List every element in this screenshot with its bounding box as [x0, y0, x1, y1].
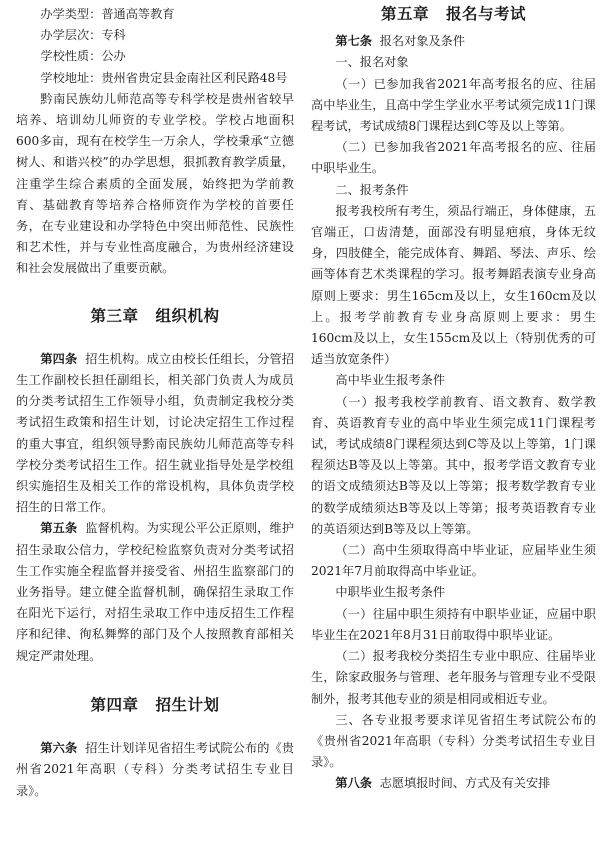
- section-1-heading: 一、报名对象: [335, 55, 409, 70]
- right-column: [311, 4, 596, 795]
- section-3-paragraph: 三、各专业报考要求详见省招生考试院公布的《贵州省2021年高职（专科）分类考试招生专业目录》。: [311, 712, 596, 770]
- info-school-address: 学校地址：贵州省贵定县金南社区利民路48号: [40, 70, 288, 85]
- paragraph-vocational-majors: （二）报考我校分类招生专业中职应、往届毕业生，除家政服务与管理、老年服务与管理专业不受限制外，报考其他专业的须是相同或相近专业。: [311, 649, 596, 706]
- subheading-vocational-conditions: 中职毕业生报考条件: [335, 585, 446, 600]
- article-7-paragraph: [311, 31, 596, 52]
- paragraph-high-school-diploma: （二）高中生须取得高中毕业证，应届毕业生须2021年7月前取得高中毕业证。: [311, 543, 596, 579]
- chapter-4-title: 招生计划: [155, 695, 220, 714]
- article-8-paragraph: [311, 773, 596, 794]
- article-4-label: 第四条: [40, 351, 78, 366]
- section-2-heading: 二、报考条件: [335, 182, 409, 197]
- article-5-paragraph: [16, 518, 294, 666]
- chapter-4-heading: [16, 695, 294, 716]
- subheading-high-school-conditions: 高中毕业生报考条件: [335, 373, 446, 388]
- article-4-paragraph: [16, 349, 294, 519]
- paragraph-high-school-grades: （一）报考我校学前教育、语文教育、数学教育、英语教育专业的高中毕业生须完成11门课程考试，考试成绩8门课程须达到C等及以上等第，1门课程须达B等及以上等第。其中，报考学语文教育专业的语文成绩须达B等及以上等第；报考数学教育专业的数学成绩须达B等及以上等第；报考英语教育专业的英语须达到B等及以上等第。: [311, 394, 596, 536]
- article-8-label: 第八条: [335, 776, 372, 791]
- article-7-text: 报名对象及条件: [379, 34, 466, 49]
- chapter-4-number: 第四章: [90, 695, 139, 714]
- chapter-3-heading: [16, 306, 294, 327]
- article-5-text: 监督机构。为实现公平公正原则，维护招生录取公信力，学校纪检监察负责对分类考试招生工作实施全程监督并接受省、州招生监察部门的业务指导。建立健全监督机制，确保招生录取工作在阳光下运行，对招生录取工作中违反招生工作程序和纪律、徇私舞弊的部门及个人按照教育部相关规定严肃处理。: [16, 521, 295, 663]
- school-intro-paragraph: 黔南民族幼儿师范高等专科学校是贵州省较早培养、培训幼儿师资的专业学校。学校占地面积600多亩，现有在校学生一万余人，学校秉承“立德树人、和谐兴校”的办学思想，狠抓教育教学质量，注重学生综合素质的全面发展，始终把为学前教育、基础教育等培养合格师资作为学校的首要任务，在专业建设和办学特色中突出师范性、民族性和艺术性，并与专业性高度融合，为贵州经济建设和社会发展做出了重要贡献。: [16, 91, 294, 276]
- article-8-text: 志愿填报时间、方式及有关安排: [379, 776, 551, 791]
- info-school-level: 办学层次：专科: [40, 28, 126, 43]
- paragraph-graduates-vocational: （二）已参加我省2021年高考报名的应、往届中职毕业生。: [311, 140, 596, 176]
- article-6-text: 招生计划详见省招生考试院公布的《贵州省2021年高职（专科）分类考试招生专业目录》。: [16, 741, 295, 798]
- paragraph-graduates-high-school: （一）已参加我省2021年高考报名的应、往届高中毕业生，且高中学生学业水平考试须完成11门课程考试，考试成绩8门课程达到C等及以上等第。: [311, 76, 596, 134]
- chapter-5-heading: [311, 4, 596, 25]
- article-6-label: 第六条: [40, 741, 78, 756]
- paragraph-vocational-diploma: （一）往届中职生须持有中职毕业证，应届中职毕业生在2021年8月31日前取得中职毕业证。: [311, 606, 596, 642]
- article-4-text: 招生机构。成立由校长任组长，分管招生工作副校长担任副组长，相关部门负责人为成员的分类考试招生工作领导小组，负责制定我校分类考试招生政策和招生计划，讨论决定招生工作过程的重大事宜，组织领导黔南民族幼儿师范高等专科学校分类考试招生工作。招生就业指导处是学校组织实施招生及相关工作的常设机构，具体负责学校招生的日常工作。: [16, 351, 295, 515]
- info-school-type: 办学类型：普通高等教育: [40, 7, 175, 21]
- chapter-3-number: 第三章: [90, 306, 139, 325]
- left-column: [16, 4, 294, 802]
- article-6-paragraph: [16, 738, 294, 802]
- info-school-nature: 学校性质：公办: [40, 49, 126, 64]
- chapter-3-title: 组织机构: [155, 306, 220, 325]
- paragraph-general-requirements: 报考我校所有考生，须品行端正，身体健康，五官端正，口齿清楚，面部没有明显疤痕，身体无纹身，四肢健全，能完成体育、舞蹈、琴法、声乐、绘画等体育艺术类课程的学习。报考舞蹈表演专业身高原则上要求：男生165cm及以上，女生160cm及以上。报考学前教育专业身高原则上要求：男生160cm及以上，女生155cm及以上（特别优秀的可适当放宽条件）: [311, 203, 596, 367]
- chapter-5-number: 第五章: [380, 5, 429, 23]
- article-7-label: 第七条: [335, 34, 372, 49]
- article-5-label: 第五条: [40, 521, 78, 536]
- chapter-5-title: 报名与考试: [446, 5, 527, 23]
